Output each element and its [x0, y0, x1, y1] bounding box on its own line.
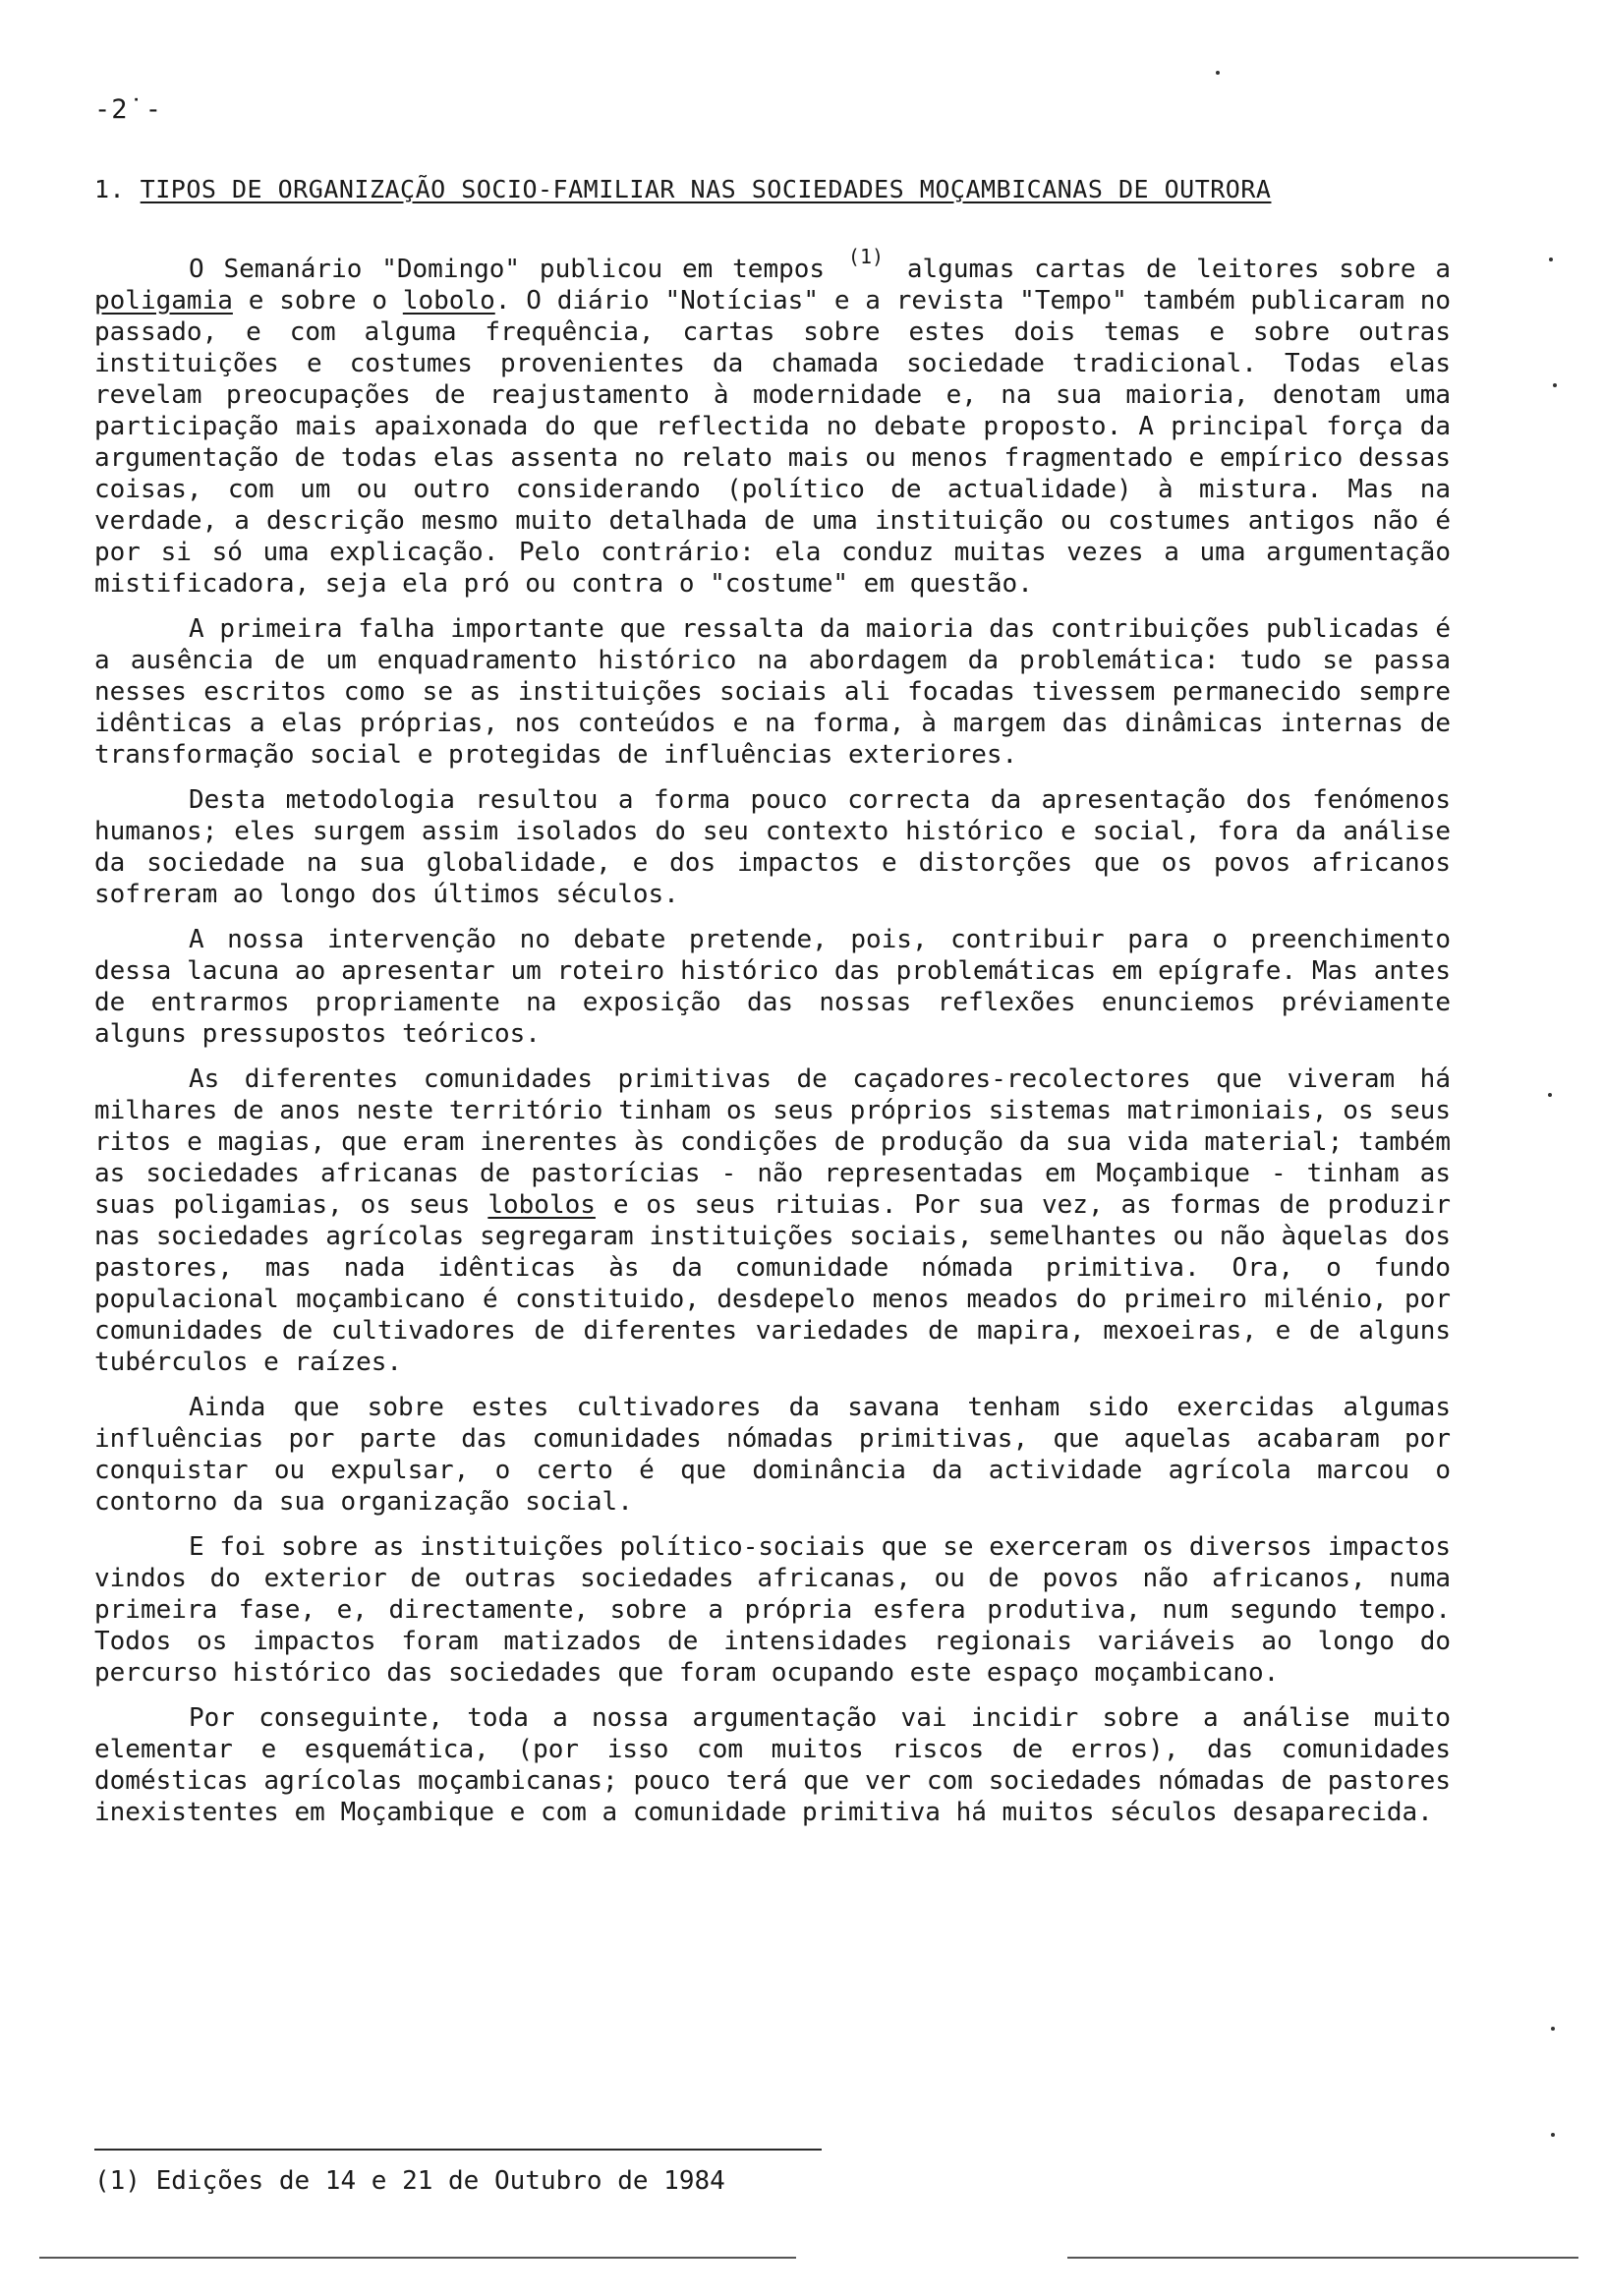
- underlined-term-lobolos: lobolos: [487, 1190, 596, 1220]
- paragraph-6: Ainda que sobre estes cultivadores da savana tenham sido exercidas algumas influências por parte das comunidades nómadas primitivas, que aquelas acabaram por conquistar ou expulsar, o certo é que dominância da actividade agrícola marcou o contorno da sua organização social.: [94, 1393, 1451, 1517]
- underlined-term-poligamia: poligamia: [94, 286, 233, 316]
- paragraph-8: Por conseguinte, toda a nossa argumentação vai incidir sobre a análise muito elementar e esquemática, (por isso com muitos riscos de erros), das comunidades domésticas agrícolas moçambicanas; pouco terá que ver com sociedades nómadas de pastores inexistentes em Moçambique e com a comunidade primitiva há muitos séculos desaparecida.: [94, 1703, 1451, 1827]
- paragraph-5-part-b: e os seus rituias. Por sua vez, as formas de produzir nas sociedades agrícolas segregaram instituições sociais, semelhantes ou não àquelas dos pastores, mas nada idênticas às da comunidade nómada primitiva. Ora, o fundo populacional moçambicano é constituido, desdepelo menos meados do primeiro milénio, por comunidades de cultivadores de diferentes variedades de mapira, mexoeiras, e de alguns tubérculos e raízes.: [94, 1190, 1451, 1377]
- bottom-scan-line-right: [1067, 2257, 1578, 2259]
- footnote-reference: (1): [847, 245, 885, 268]
- footnote-divider: [94, 2149, 822, 2151]
- section-number: 1.: [94, 175, 126, 203]
- paragraph-4: A nossa intervenção no debate pretende, pois, contribuir para o preenchimento dessa lacuna ao apresentar um roteiro histórico das problemáticas em epígrafe. Mas antes de entrarmos propriamente na exposição das nossas reflexões enunciemos préviamente alguns pressupostos teóricos.: [94, 925, 1451, 1049]
- paragraph-3: Desta metodologia resultou a forma pouco correcta da apresentação dos fenómenos humanos; eles surgem assim isolados do seu contexto histórico e social, fora da análise da sociedade na sua globalidade, e dos impactos e distorções que os povos africanos sofreram ao longo dos últimos séculos.: [94, 785, 1451, 909]
- body-text: [94, 245, 1452, 1842]
- paragraph-2: A primeira falha importante que ressalta da maioria das contribuições publicadas é a ausência de um enquadramento histórico na abordagem da problemática: tudo se passa nesses escritos como se as instituições sociais ali focadas tivessem permanecido sempre idênticas a elas próprias, nos conteúdos e na forma, à margem das dinâmicas internas de transformação social e protegidas de influências exteriores.: [94, 614, 1451, 770]
- section-heading: [94, 173, 1271, 206]
- scan-speck: [1549, 258, 1553, 261]
- page-number: -2˙-: [94, 94, 163, 125]
- paragraph-7: E foi sobre as instituições político-sociais que se exerceram os diversos impactos vindos do exterior de outras sociedades africanas, ou de povos não africanos, numa primeira fase, e, directamente, sobre a própria esfera produtiva, num segundo tempo. Todos os impactos foram matizados de intensidades regionais variáveis ao longo do percurso histórico das sociedades que foram ocupando este espaço moçambicano.: [94, 1532, 1451, 1688]
- paragraph-1-part-a: O Semanário "Domingo" publicou em tempos: [189, 255, 826, 284]
- bottom-scan-line-left: [39, 2257, 796, 2259]
- paragraph-5: [94, 1063, 1451, 1378]
- paragraph-5-part-a: As diferentes comunidades primitivas de caçadores-recolectores que viveram há milhares de anos neste território tinham os seus próprios sistemas matrimoniais, os seus ritos e magias, que eram inerentes às condições de produção da sua vida material; também as sociedades africanas de pastorícias - não representadas em Moçambique - tinham as suas poligamias, os seus: [94, 1064, 1451, 1220]
- scan-speck: [1551, 2027, 1555, 2031]
- paragraph-1-part-b: algumas cartas de leitores sobre a: [906, 255, 1452, 284]
- section-title: TIPOS DE ORGANIZAÇÃO SOCIO-FAMILIAR NAS SOCIEDADES MOÇAMBICANAS DE OUTRORA: [140, 175, 1272, 203]
- footnote: (1) Edições de 14 e 21 de Outubro de 1984: [94, 2166, 725, 2196]
- underlined-term-lobolo: lobolo: [402, 286, 495, 316]
- paragraph-1-part-d: . O diário "Notícias" e a revista "Tempo" também publicaram no passado, e com alguma frequência, cartas sobre estes dois temas e sobre outras instituições e costumes provenientes da chamada sociedade tradicional. Todas elas revelam preocupações de reajustamento à modernidade e, na sua maioria, denotam uma participação mais apaixonada do que reflectida no debate proposto. A principal força da argumentação de todas elas assenta no relato mais ou menos fragmentado e empírico dessas coisas, com um ou outro considerando (político de actualidade) à mistura. Mas na verdade, a descrição mesmo muito detalhada de uma instituição ou costumes antigos não é por si só uma explicação. Pelo contrário: ela conduz muitas vezes a uma argumentação mistificadora, seja ela pró ou contra o "costume" em questão.: [94, 286, 1452, 599]
- scan-speck: [1216, 71, 1220, 75]
- paragraph-1: [94, 245, 1452, 600]
- scan-speck: [1553, 383, 1557, 387]
- paragraph-1-part-c: e sobre o: [248, 286, 387, 316]
- scan-speck: [1551, 2133, 1555, 2137]
- scan-speck: [1548, 1093, 1552, 1097]
